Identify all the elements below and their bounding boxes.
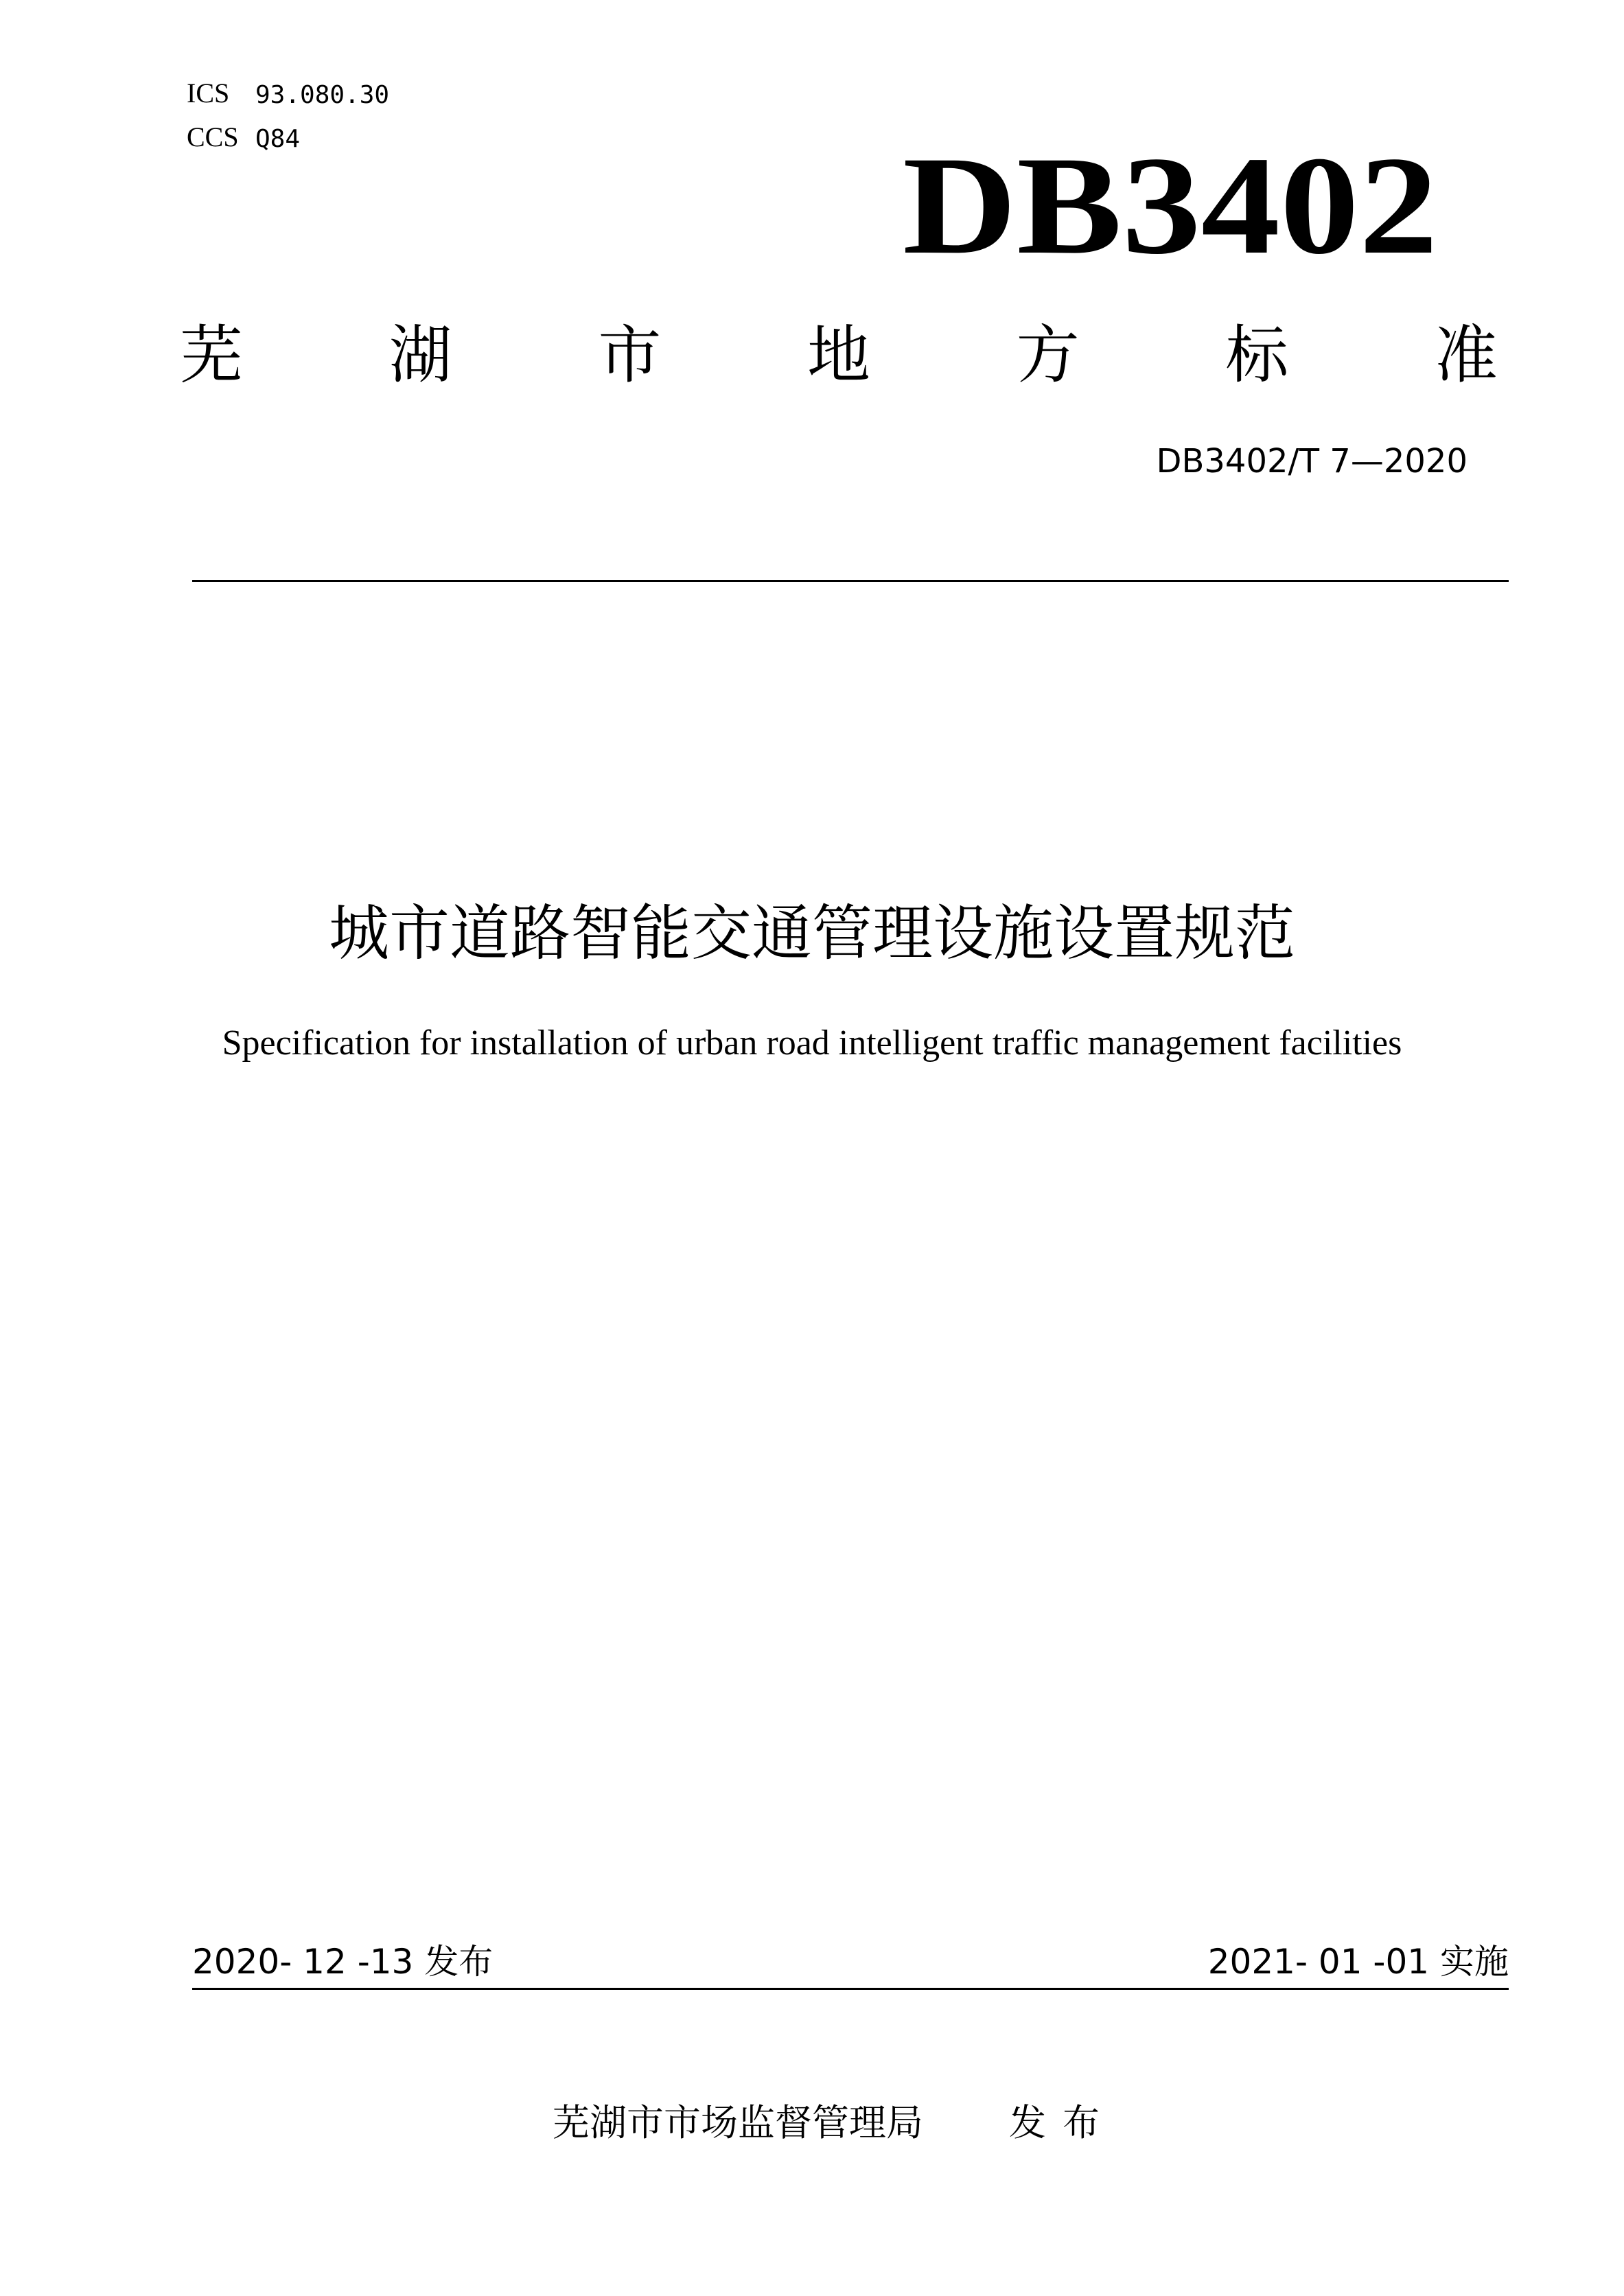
header-divider [192, 580, 1509, 582]
db-logo-text: DB3402 [903, 144, 1438, 264]
standard-number: DB3402/T 7—2020 [1156, 442, 1468, 480]
ics-label: ICS [187, 78, 230, 108]
issue-date: 2020- 12 -13 发布 [192, 1942, 494, 1982]
ics-code: 93.080.30 [255, 81, 390, 109]
issue-action: 发布 [1009, 2101, 1116, 2144]
document-title-en: Specification for installation of urban road intelligent traffic management facilities [222, 1023, 1402, 1063]
standard-category-title [180, 312, 1498, 392]
title-char: 湖 [388, 318, 452, 392]
title-char: 准 [1434, 318, 1498, 392]
footer-divider [192, 1988, 1509, 1990]
ccs-code: Q84 [255, 125, 301, 153]
document-title-cn: 城市道路智能交通管理设施设置规范 [328, 898, 1295, 969]
title-char: 方 [1016, 318, 1080, 392]
db-logo [903, 144, 1438, 264]
ccs-label: CCS [187, 121, 239, 152]
title-char: 标 [1225, 318, 1289, 392]
issuing-authority: 芜湖市市场监督管理局 [553, 2101, 923, 2144]
title-char: 芜 [180, 318, 244, 392]
title-char: 市 [598, 318, 662, 392]
implementation-date: 2021- 01 -01 实施 [1207, 1942, 1509, 1982]
title-char: 地 [807, 318, 870, 392]
